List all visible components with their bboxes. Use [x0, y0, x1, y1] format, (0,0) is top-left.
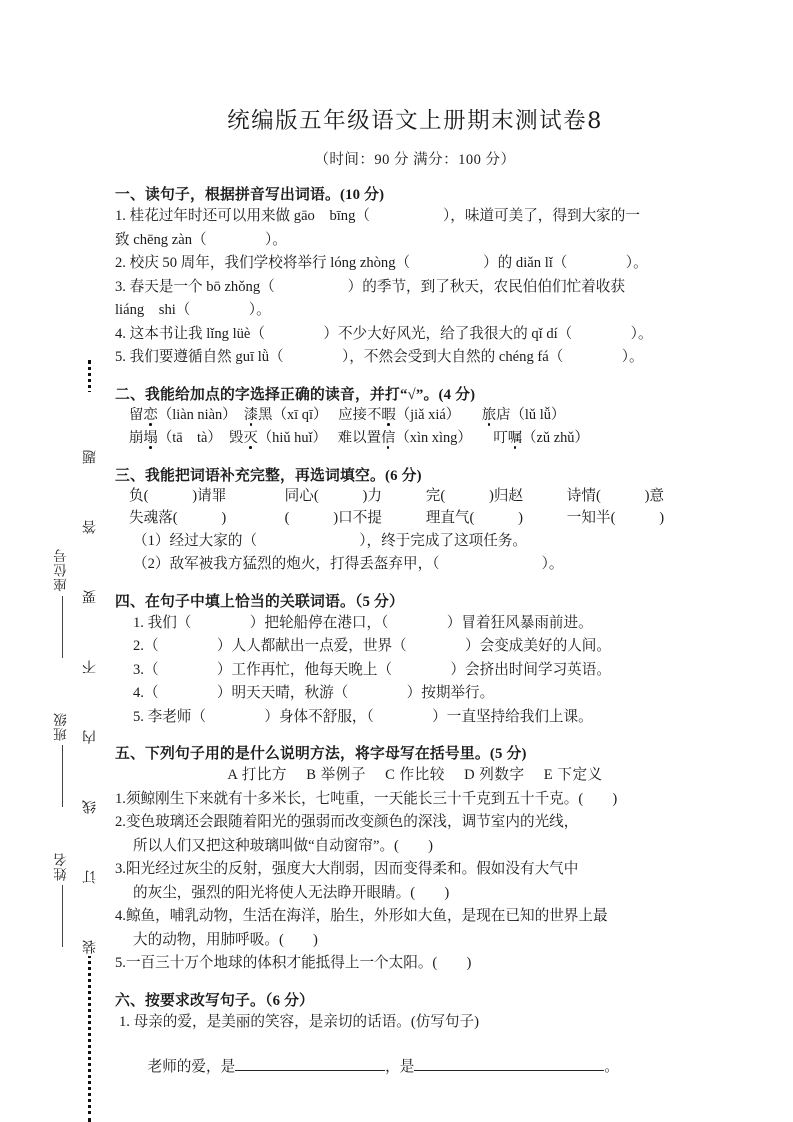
pinyin-choice-item[interactable]	[244, 407, 328, 423]
word-character: 毁	[228, 429, 244, 446]
pinyin-options: （zǔ zhǔ）	[522, 429, 589, 446]
pinyin-choice-item[interactable]	[493, 430, 589, 446]
question-line: （1）经过大家的（ ），终于完成了这项任务。	[133, 532, 528, 549]
sealing-line-text: 装订线内不要答题	[81, 392, 101, 956]
pinyin-choice-item[interactable]	[338, 407, 460, 423]
field-seat-number	[52, 548, 72, 658]
question-line: 4.（ ）明天天晴，秋游（ ）按期举行。	[133, 685, 495, 701]
answer-blank-1[interactable]	[235, 1070, 385, 1071]
section-heading-6: 六、按要求改写句子。（6 分）	[115, 992, 315, 1009]
spacer	[237, 407, 244, 423]
pinyin-options: （xìn xìng）	[395, 429, 472, 446]
word-character: 接	[352, 406, 367, 423]
idiom-line: 失魂落( ) ( )口不提 理直气( ) 一知半( )	[129, 509, 665, 526]
word-character: 崩	[129, 429, 144, 446]
field-class-underline[interactable]	[62, 745, 63, 807]
sealing-margin	[0, 0, 115, 1122]
question-line: 2.（ ）人人都献出一点爱，世界（ ）会变成美好的人间。	[133, 638, 611, 654]
field-class-label: 班级	[54, 712, 69, 741]
pinyin-choice-item[interactable]	[129, 407, 237, 423]
dotted-character: 塌	[143, 429, 158, 446]
question-line: 1. 桂花过年时还可以用来做 gāo bīng（ ），味道可美了，得到大家的一	[115, 208, 640, 224]
question-line: 4. 这本书让我 lǐng lüè（ ）不少大好风光，给了我很大的 qǐ dí（ ）。	[115, 325, 653, 342]
exam-meta-subtitle: （时间：90 分 满分：100 分）	[314, 152, 516, 168]
field-name	[52, 852, 72, 947]
word-character: 置	[366, 429, 381, 446]
dotted-character: 信	[380, 429, 396, 446]
question-line: 1. 我们（ ）把轮船停在港口，（ ）冒着狂风暴雨前进。	[133, 614, 593, 631]
dotted-character: 恋	[143, 406, 158, 423]
section-heading-5: 五、下列句子用的是什么说明方法，将字母写在括号里。(5 分)	[115, 746, 527, 762]
question-line: 3.阳光经过灰尘的反射，强度大大削弱，因而变得柔和。假如没有大气中	[115, 861, 579, 877]
pinyin-options: （liàn niàn）	[157, 406, 237, 423]
idiom-line: 负( )请罪 同心( )力 完( )归赵 诗情( )意	[129, 487, 665, 504]
answer-options-legend: A 打比方 B 举例子 C 作比较 D 列数字 E 下定义	[227, 767, 603, 783]
spacer	[222, 430, 229, 446]
question-line: 的灰尘，强烈的阳光将使人无法睁开眼睛。( )	[133, 884, 450, 901]
section-heading-3: 三、我能把词语补充完整，再选词填空。(6 分)	[115, 467, 422, 484]
question-line: 1.须鲸刚生下来就有十多米长，七吨重，一天能长三十千克到五十千克。( )	[115, 790, 618, 807]
word-character: 应	[338, 406, 353, 423]
pinyin-options: （jiǎ xiá）	[395, 406, 461, 423]
question-line: 3.（ ）工作再忙，他每天晚上（ ）会挤出时间学习英语。	[133, 661, 611, 678]
field-name-underline[interactable]	[62, 885, 63, 947]
pinyin-options: （hiǔ huǐ）	[257, 429, 327, 446]
pinyin-choice-item[interactable]	[482, 407, 566, 423]
page-title: 统编版五年级语文上册期末测试卷8	[227, 108, 603, 134]
question-line: 4.鲸鱼，哺乳动物，生活在海洋，胎生，外形如大鱼，是现在已知的世界上最	[115, 908, 608, 924]
question-line: 2.变色玻璃还会跟随着阳光的强弱而改变颜色的深浅，调节室内的光线，	[115, 814, 579, 830]
dotted-character: 暇	[381, 406, 396, 423]
question-line: 致 chēng zàn（ ）。	[115, 231, 287, 248]
pinyin-options: （lǔ lǚ）	[510, 406, 566, 423]
pinyin-choice-item[interactable]	[129, 430, 222, 446]
pinyin-choice-group	[115, 404, 715, 450]
question-line: 5.一百三十万个地球的体积才能抵得上一个太阳。( )	[115, 955, 472, 971]
pinyin-options: （tā tà）	[157, 429, 222, 446]
dotted-character: 旅	[481, 406, 497, 423]
pinyin-choice-item[interactable]	[338, 430, 472, 446]
answer-suffix: 。	[604, 1058, 619, 1075]
word-character: 以	[352, 429, 367, 446]
section-heading-4: 四、在句子中填上恰当的关联词语。（5 分）	[115, 593, 405, 610]
dotted-character: 灭	[243, 429, 258, 446]
answer-write-line	[115, 1035, 715, 1100]
spacer	[472, 430, 494, 446]
field-seat-number-label: 座位号	[54, 548, 69, 592]
field-name-label: 姓名	[54, 852, 69, 881]
field-class	[52, 712, 72, 807]
section-heading-1: 一、读句子，根据拼音写出词语。(10 分)	[115, 187, 385, 203]
question-line: 所以人们又把这种玻璃叫做“自动窗帘”。( )	[133, 837, 433, 854]
exam-paper-body	[115, 0, 715, 1122]
pinyin-choice-item[interactable]	[229, 430, 327, 446]
section-heading-2: 二、我能给加点的字选择正确的读音，并打“√”。(4 分)	[115, 386, 476, 403]
question-line: 大的动物，用肺呼吸。( )	[133, 931, 318, 948]
pinyin-choice-row	[115, 427, 715, 450]
question-line: 5. 李老师（ ）身体不舒服，（ ）一直坚持给我们上课。	[133, 708, 593, 725]
dotted-character: 嘱	[507, 429, 523, 446]
question-line: 3. 春天是一个 bō zhǒng（ ）的季节，到了秋天，农民伯伯们忙着收获	[115, 278, 625, 295]
question-line: 1. 母亲的爱，是美丽的笑容，是亲切的话语。(仿写句子)	[119, 1013, 479, 1030]
dotted-character: 漆	[243, 406, 259, 423]
field-seat-number-underline[interactable]	[62, 596, 63, 658]
spacer	[327, 407, 338, 423]
question-line: （2）敌军被我方猛烈的炮火，打得丢盔弃甲，（ ）。	[133, 556, 564, 572]
question-line: 5. 我们要遵循自然 guī lǜ（ ），不然会受到大自然的 chéng fá（ ）。	[115, 349, 644, 365]
word-character: 黑	[258, 406, 273, 423]
word-character: 难	[337, 429, 353, 446]
answer-prefix: 老师的爱，是	[147, 1058, 236, 1075]
answer-middle: ，是	[385, 1058, 415, 1075]
pinyin-options: （xī qī）	[272, 406, 328, 423]
pinyin-choice-row	[115, 404, 715, 427]
word-character: 不	[366, 406, 382, 423]
word-character: 叮	[493, 429, 508, 446]
word-character: 店	[496, 406, 511, 423]
spacer	[460, 407, 482, 423]
answer-blank-2[interactable]	[414, 1070, 604, 1071]
word-character: 留	[129, 406, 144, 423]
spacer	[327, 430, 338, 446]
question-line: 2. 校庆 50 周年，我们学校将举行 lóng zhòng（ ）的 diǎn lǐ（ ）。	[115, 255, 648, 271]
question-line: liáng shi（ ）。	[115, 302, 271, 318]
